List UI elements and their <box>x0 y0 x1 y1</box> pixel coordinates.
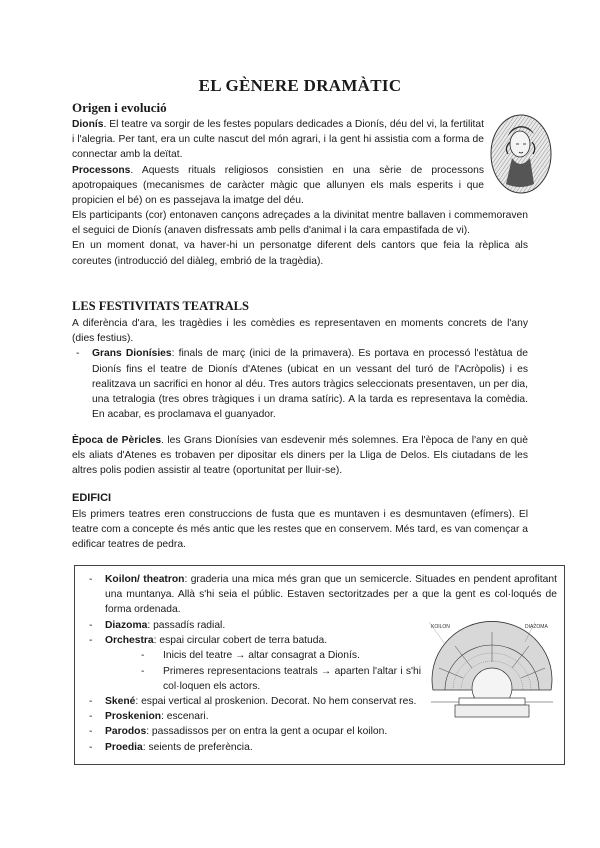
origin-paragraph-dialogue: En un moment donat, va haver-hi un personatge diferent dels cantors que feia la rèplica als coreutes (introducció del diàleg, embrió de la tragèdia). <box>72 240 528 267</box>
origin-paragraph-participants: Els participants (cor) entonaven cançons adreçades a la divinitat mentre ballaven i commemoraven el seguici de Dionís (anaven disfressats amb pells d'animal i la cara empastifada de vi). <box>72 210 528 237</box>
term-orchestra: Orchestra <box>105 635 154 647</box>
list-dash: - <box>89 741 93 753</box>
list-item <box>72 346 528 422</box>
list-dash: - <box>89 620 93 631</box>
list-item <box>85 572 557 618</box>
list-dash: - <box>76 348 80 360</box>
koilon-text: : graderia una mica més gran que un semicercle. Situades en pendent aprofitant una muntanya. Allà s'hi seia el públic. Estaven sectoritzades per a que la gent es col·loqués de forma ordenada. <box>105 574 557 616</box>
theatre-parts-list-2 <box>85 618 421 648</box>
origin-section-cont <box>72 208 528 269</box>
origin-paragraph-dionis-text: . El teatre va sorgir de les festes populars dedicades a Dionís, déu del vi, la fertilitat i l'alegria. Per tant, era un culte nascut del món agrari, i la gent hi assistia com a forma de connectar amb la deïtat. <box>72 119 484 161</box>
diagram-label-diazoma: DIAZOMA <box>525 624 548 630</box>
list-dash: - <box>141 650 145 662</box>
proedia-text: : seients de preferència. <box>142 741 253 753</box>
theatre-parts-left <box>85 618 421 755</box>
term-parodos: Parodos <box>105 726 147 738</box>
pericles-paragraph <box>72 433 528 479</box>
diagram-label-koilon: KOILON <box>431 624 450 630</box>
building-paragraph: Els primers teatres eren construccions de fusta que es muntaven i es desmuntaven (efímers). El teatre com a concepte és més antic que les restes que en conservem. Més tard, es van començar a edificar teatres de pedra. <box>72 509 528 551</box>
skene-text: : espai vertical al proskenion. Decorat. No hem conservat res. <box>135 696 417 708</box>
theatre-parts-list-3 <box>85 694 421 755</box>
term-skene: Skené <box>105 696 136 708</box>
term-koilon: Koilon/ theatron <box>105 574 185 585</box>
grans-dionisies-text: : finals de març (inici de la primavera). Es portava en processó l'estàtua de Dionís fins el teatre de Dionís d'Atenes (ubicat en un vessant del turó de l'Acròpolis) i es realitzava un sacrifici en honor al déu. Tres autors tràgics seleccionats presentaven, un per dia, una tetralogia (tres obres tràgiques i un drama satíric). A la tarda es representava la comèdia. En acabar, es proclamava el guanyador. <box>92 348 528 421</box>
term-proskenion: Proskenion <box>105 711 162 723</box>
list-dash: - <box>89 726 93 738</box>
list-item <box>85 724 421 739</box>
list-item <box>85 740 421 755</box>
list-item <box>85 664 421 694</box>
term-proedia: Proedia <box>105 741 143 753</box>
theatre-parts-box <box>74 565 565 765</box>
pericles-section <box>72 433 528 479</box>
origin-paragraph-processons <box>72 163 484 209</box>
term-pericles: Època de Pèricles <box>72 435 162 446</box>
list-item <box>85 694 421 709</box>
building-section <box>72 507 528 553</box>
list-item <box>85 633 421 648</box>
list-item <box>85 648 421 663</box>
list-dash: - <box>89 635 93 647</box>
term-grans-dionisies: Grans Dionísies <box>92 348 172 360</box>
page-title: EL GÈNERE DRAMÀTIC <box>198 76 402 95</box>
term-diazoma: Diazoma <box>105 620 148 631</box>
theatre-parts-list <box>85 572 557 618</box>
origin-paragraph-dionis <box>72 117 484 163</box>
festivals-intro: A diferència d'ara, les tragèdies i les comèdies es representaven en moments concrets de l'any (dies festius). <box>72 318 528 345</box>
term-processons: Processons <box>72 164 131 176</box>
proskenion-text: : escenari. <box>161 711 209 723</box>
term-dionis: Dionís <box>72 119 104 130</box>
origin-paragraph-processons-text: . Aquests rituals religiosos consistien en una sèrie de processons apotropaiques (mecanismes de caràcter màgic que allunyen els mals esperits i que propicien el bé) on es passejava la imatge del déu. <box>72 164 484 207</box>
dionysus-portrait-image <box>490 114 552 194</box>
pericles-text: . les Grans Dionísies van esdevenir més solemnes. Era l'època de l'any en què els aliats d'Atenes es trobaven per dipositar els diners per la Lliga de Delos. Els ciutadans de les altres polis podien assistir al teatre (oportunitat per lluir-se). <box>72 435 528 477</box>
list-dash: - <box>141 665 145 677</box>
list-item <box>85 618 421 633</box>
sub-item-text: Primeres representacions teatrals → aparten l'altar i s'hi col·loquen els actors. <box>163 665 421 692</box>
parodos-text: : passadissos per on entra la gent a ocupar el koilon. <box>146 726 388 738</box>
theatre-plan-diagram <box>425 618 559 722</box>
festivals-list <box>72 346 528 422</box>
orchestra-text: : espai circular cobert de terra batuda. <box>153 635 328 647</box>
list-dash: - <box>89 711 93 723</box>
list-dash: - <box>89 574 93 585</box>
origin-heading: Origen i evolució <box>72 100 167 115</box>
list-item <box>85 709 421 724</box>
building-heading: EDIFICI <box>72 492 112 504</box>
orchestra-sublist <box>85 648 421 694</box>
origin-section <box>72 117 484 208</box>
diazoma-text: : passadís radial. <box>147 620 226 631</box>
list-dash: - <box>89 696 93 708</box>
theatre-parts-top <box>85 572 557 618</box>
festivals-section <box>72 316 528 422</box>
sub-item-text: Inicis del teatre → altar consagrat a Dionís. <box>163 650 360 662</box>
festivals-heading: LES FESTIVITATS TEATRALS <box>72 299 249 313</box>
